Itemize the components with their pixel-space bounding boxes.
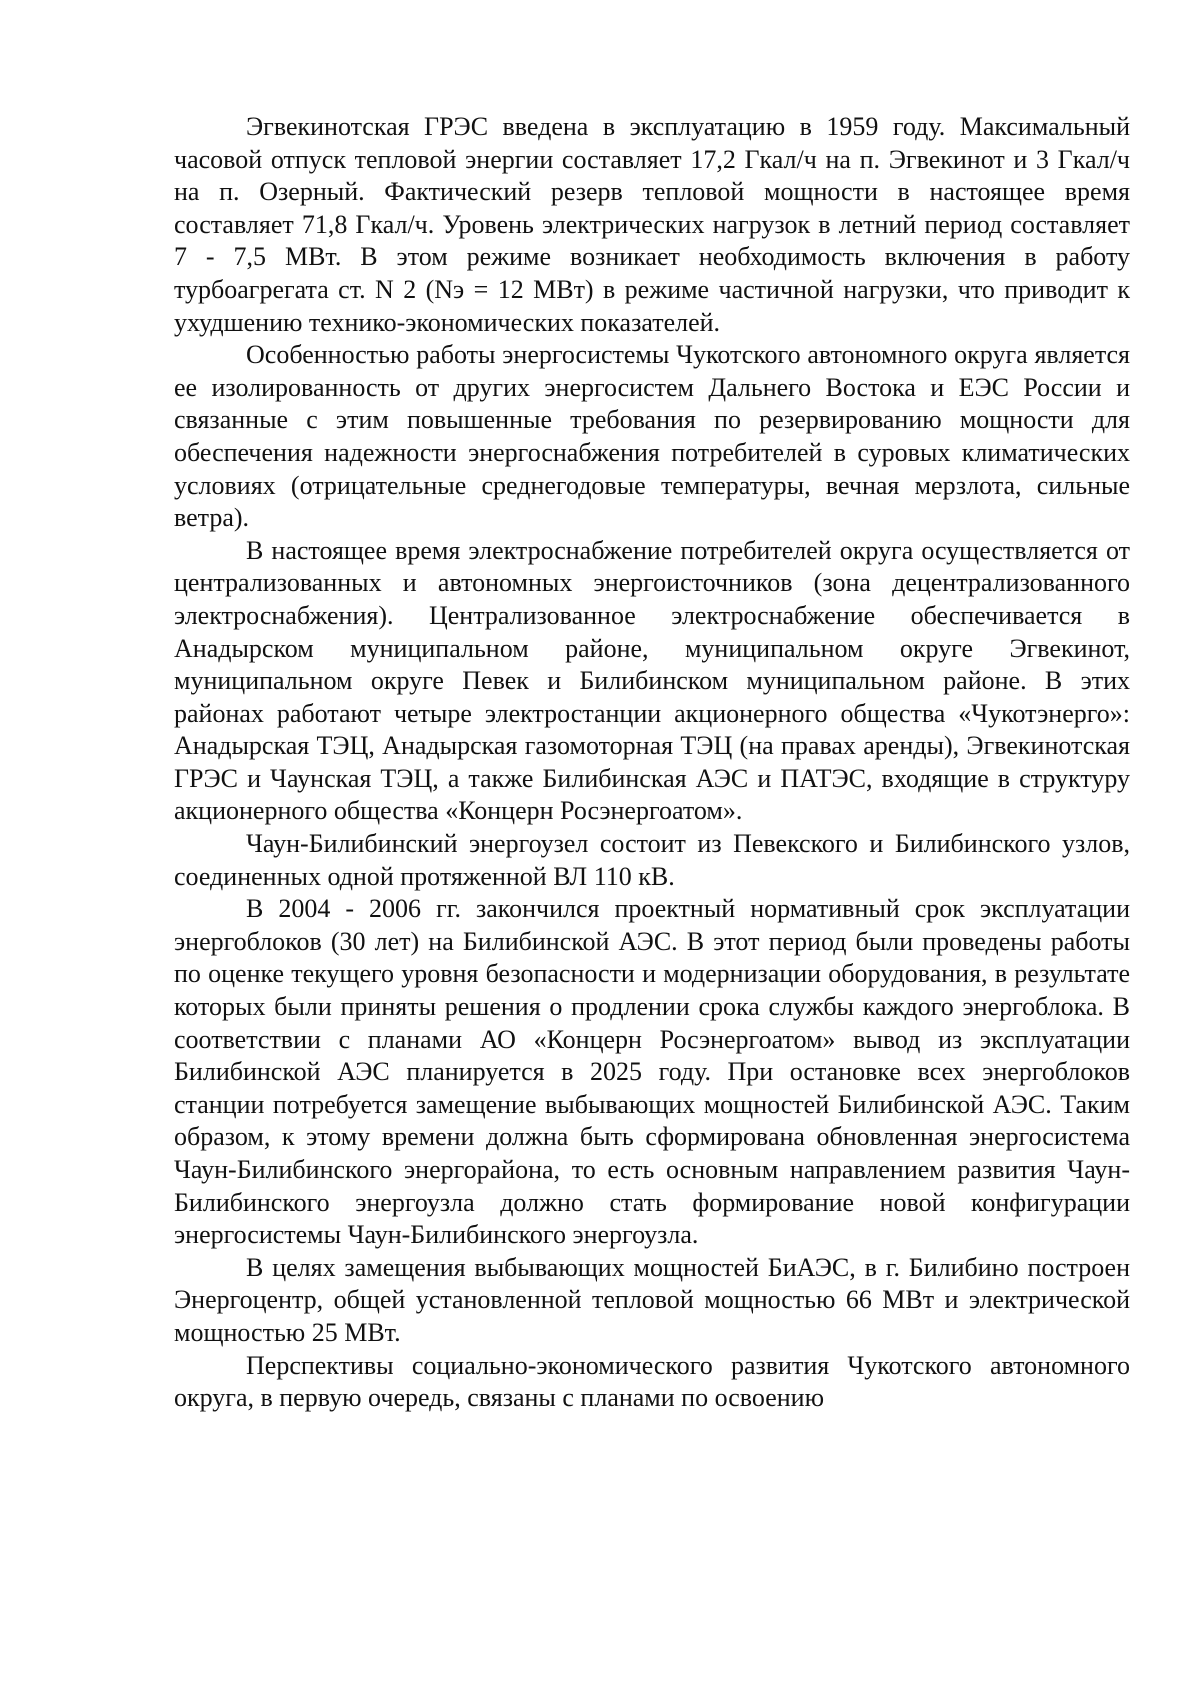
paragraph-isolation: Особенностью работы энергосистемы Чукотского автономного округа является ее изолированность от других энергосистем Дальнего Востока и ЕЭС России и связанные с этим повышенные требования по резервированию мощности для обеспечения надежности энергоснабжения потребителей в суровых климатических условиях (отрицательные среднегодовые температуры, вечная мерзлота, сильные ветра). [174,340,1130,533]
paragraph-bilibino-npp: В 2004 - 2006 гг. закончился проектный нормативный срок эксплуатации энергоблоков (30 лет) на Билибинской АЭС. В этот период были проведены работы по оценке текущего уровня безопасности и модернизации оборудования, в результате которых были приняты решения о продлении срока службы каждого энергоблока. В соответствии с планами АО «Концерн Росэнергоатом» вывод из эксплуатации Билибинской АЭС планируется в 2025 году. При остановке всех энергоблоков станции потребуется замещение выбывающих мощностей Билибинской АЭС. Таким образом, к этому времени должна быть сформирована обновленная энергосистема Чаун-Билибинского энергорайона, то есть основным направлением развития Чаун-Билибинского энергоузла должно стать формирование новой конфигурации энергосистемы Чаун-Билибинского энергоузла. [174,894,1130,1250]
paragraph-chaun-bilibino-node: Чаун-Билибинский энергоузел состоит из Певекского и Билибинского узлов, соединенных одной протяженной ВЛ 110 кВ. [174,829,1130,891]
paragraph-egvekinot-gres: Эгвекинотская ГРЭС введена в эксплуатацию в 1959 году. Максимальный часовой отпуск тепловой энергии составляет 17,2 Гкал/ч на п. Эгвекинот и 3 Гкал/ч на п. Озерный. Фактический резерв тепловой мощности в настоящее время составляет 71,8 Гкал/ч. Уровень электрических нагрузок в летний период составляет 7 - 7,5 МВт. В этом режиме возникает необходимость включения в работу турбоагрегата ст. N 2 (Nэ = 12 МВт) в режиме частичной нагрузки, что приводит к ухудшению технико-экономических показателей. [174,112,1130,337]
document-page [174,111,1130,1415]
paragraph-energy-center: В целях замещения выбывающих мощностей БиАЭС, в г. Билибино построен Энергоцентр, общей установленной тепловой мощностью 66 МВт и электрической мощностью 25 МВт. [174,1252,1130,1347]
paragraph-power-supply: В настоящее время электроснабжение потребителей округа осуществляется от централизованных и автономных энергоисточников (зона децентрализованного электроснабжения). Централизованное электроснабжение обеспечивается в Анадырском муниципальном районе, муниципальном округе Эгвекинот, муниципальном округе Певек и Билибинском муниципальном районе. В этих районах работают четыре электростанции акционерного общества «Чукотэнерго»: Анадырская ТЭЦ, Анадырская газомоторная ТЭЦ (на правах аренды), Эгвекинотская ГРЭС и Чаунская ТЭЦ, а также Билибинская АЭС и ПАТЭС, входящие в структуру акционерного общества «Концерн Росэнергоатом». [174,535,1130,826]
paragraph-prospects: Перспективы социально-экономического развития Чукотского автономного округа, в первую очередь, связаны с планами по освоению [174,1350,1130,1413]
